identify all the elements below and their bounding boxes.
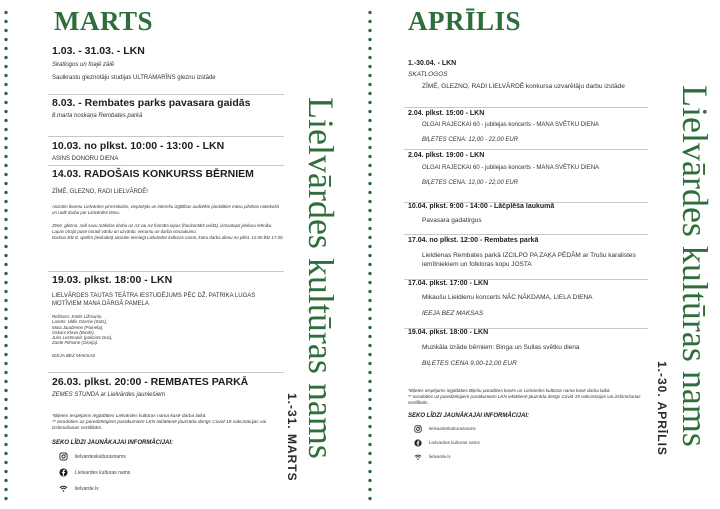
web-icon xyxy=(58,483,69,494)
event-text: LIELVĀRDES TAUTAS TEĀTRA IESTUDĒJUMS PĒC DŽ. PATRIKA LUGAS MOTĪVIEM MANA DĀRGĀ PAMELA xyxy=(52,293,256,307)
event-text: IEEJA BEZ MAKSAS xyxy=(422,310,484,317)
event-text: BIĻETES CENA: 12,00 - 22,00 EUR xyxy=(422,180,519,186)
event xyxy=(52,271,284,372)
event-heading: 10.04. plkst. 9:00 - 14:00 - Lāčplēša laukumā xyxy=(408,203,555,210)
event-text: Lieldienas Rembates parkā IZCILPO PA ZAĶA PĒDĀM ar Trušu karalistes iemītniekiem un folkloras kopu JOSTA xyxy=(422,252,636,268)
event xyxy=(408,279,648,328)
event xyxy=(408,234,648,279)
social-web[interactable] xyxy=(58,483,284,494)
social-web[interactable] xyxy=(412,451,648,462)
event-text: SKATLOGOS xyxy=(408,71,448,78)
event xyxy=(408,328,648,388)
notes xyxy=(52,414,284,494)
instagram-icon xyxy=(58,451,69,462)
event-paragraph: Darbus līdz 8. aprīlim (ieskaitot) aicinām iesniegt Lielvārdes kultūras namā, katru darba dienu no plkst. 12.00 līdz 17.00. xyxy=(52,235,284,240)
divider xyxy=(48,372,284,373)
dotted-border-middle xyxy=(367,8,373,503)
event-heading: 2.04. plkst. 15:00 - LKN xyxy=(408,110,485,117)
event-text: ASINS DONORU DIENA xyxy=(52,156,119,162)
event-heading: 10.03. no plkst. 10:00 - 13:00 - LKN xyxy=(52,140,225,152)
cast-line: Juris Lostmanis (policists Dos), xyxy=(52,335,113,341)
event xyxy=(408,149,648,202)
event-text: OLGAI RAJECKAI 60 - jubilejas koncerts - MANA SVĒTKU DIENA xyxy=(422,165,600,171)
event-heading: 1.-30.04. - LKN xyxy=(408,60,457,67)
facebook-icon xyxy=(412,437,423,448)
event-heading: 19.03. plkst. 18:00 - LKN xyxy=(52,274,173,286)
facebook-icon xyxy=(58,467,69,478)
april-title: APRĪLIS xyxy=(408,6,522,36)
cast-line: Režisors: Kārlis Ližmanis, xyxy=(52,314,103,319)
social-text: Lielvardes kulturas nams xyxy=(429,440,480,445)
divider xyxy=(48,94,284,95)
divider xyxy=(404,279,648,280)
notes xyxy=(408,388,648,462)
event-text: BIĻETES CENA 9,00-12,00 EUR xyxy=(422,360,517,367)
cast-line: Lomās: Uldis Ozerne (Sots), xyxy=(52,319,108,325)
april-vertical-title: Lielvārdes kultūras nams xyxy=(675,85,715,447)
event-heading: 17.04. no plkst. 12:00 - Rembates parkā xyxy=(408,237,539,244)
march-vertical-subtitle: 1.-31. MARTS xyxy=(285,393,299,482)
event-text: BIĻETES CENA: 12,00 - 22,00 EUR xyxy=(422,137,519,143)
social-text: lielvardeskulturasnams xyxy=(429,426,476,431)
cast-line: Oskars Klava (Brods), xyxy=(52,329,95,335)
event-text: Saulkrastu gleznotāju studijas ULTRAMARĪNS gleznu izstāde xyxy=(52,75,216,81)
social-facebook[interactable] xyxy=(58,467,284,478)
note: ** Ierodoties uz paredzētajiem pasākumiem LKN ieklātienē jāuzrāda derīgs Covid-19 vakcinācijas vai izslimošanas sertifikāts. xyxy=(408,394,641,405)
event-text: OLGAI RAJECKAI 60 - jubilejas koncerts - MANA SVĒTKU DIENA xyxy=(422,122,600,128)
event-paragraph: Zīmē, glezno, radi savu mākslas darbu uz A3 vai A4 formāta lapas (horizontālā veidā), izmantojot jebkuru tehniku. Lapas otrajā pusē norādi vārdu un uzvārdu, vecumu un darba nosaukumu. xyxy=(52,223,273,234)
event xyxy=(52,136,284,165)
note: *Biļetes iespējams iegādāties Lielvārdes kultūras nama kasē darba laikā. xyxy=(52,414,207,419)
event-heading: 17.04. plkst. 17:00 - LKN xyxy=(408,280,489,287)
event-heading: 2.04. plkst. 19:00 - LKN xyxy=(408,152,485,159)
event xyxy=(408,107,648,149)
social-text: lielvarde.lv xyxy=(429,454,451,459)
divider xyxy=(404,107,648,108)
event-paragraph: Aicinām ikvienu Lielvārdes pirmsskolas, vispārējās un interešu izglītības audzēkni piedalīties mūsu pilsētas notiekošā un radīt darbu par Lielvārdes tēmu. xyxy=(52,204,279,215)
event-heading: 26.03. plkst. 20:00 - REMBATES PARKĀ xyxy=(52,376,249,388)
event-text: Mikaušu Lieldienu koncerts NĀC NĀKDAMA, LIELA DIENA xyxy=(422,294,593,301)
event-text: Skatlogos un foajē zālē xyxy=(52,62,115,68)
cast-line: Zante Pilmane (Glorija). xyxy=(52,340,99,346)
april-vertical-subtitle: 1.-30. APRĪLIS xyxy=(655,361,669,456)
event-text: Pavasara gadatirgus xyxy=(422,217,482,224)
event-heading: 14.03. RADOŠAIS KONKURSS BĒRNIEM xyxy=(52,168,254,180)
cast-list xyxy=(52,314,284,346)
event xyxy=(52,165,284,271)
event-heading: 19.04. plkst. 18:00 - LKN xyxy=(408,329,489,336)
divider xyxy=(404,149,648,150)
web-icon xyxy=(412,451,423,462)
march-vertical-title: Lielvārdes kultūras nams xyxy=(301,97,341,459)
note: *Biļetes iespējams iegādāties Biļešu paradīzes kasēs un Lielvārdes kultūras nama kasē darba laikā. xyxy=(408,388,611,393)
social-text: lielvarde.lv xyxy=(75,485,99,492)
social-text: Lielvardes kulturas nams xyxy=(75,469,131,476)
divider xyxy=(48,271,284,272)
event-text: ZEMES STUNDA ar Lielvārdes jauniešiem xyxy=(52,392,166,398)
event-heading: 8.03. - Rembates parks pavasara gaidās xyxy=(52,97,251,109)
divider xyxy=(404,234,648,235)
event xyxy=(408,60,648,107)
event-text: 8.marta noskaņa Rembates parkā xyxy=(52,113,143,119)
event xyxy=(52,372,284,414)
social-instagram[interactable] xyxy=(58,451,284,462)
event-text: ZĪMĒ, GLEZNO, RADI LIELVĀRDĒ! xyxy=(52,189,148,195)
social-facebook[interactable] xyxy=(412,437,648,448)
event xyxy=(408,202,648,234)
note: ** Ierodoties uz paredzētajiem pasākumiem LKN ieklātienē jāuzrāda derīgs Covid-19 vakcinācijas vai izslimošanas sertifikāts. xyxy=(52,420,267,431)
march-events xyxy=(52,44,284,494)
april-events xyxy=(408,60,648,462)
event-text: Muzikāla izrāde bērniem: Binga un Sullas svētku diena xyxy=(422,344,580,351)
social-instagram[interactable] xyxy=(412,423,648,434)
cast-line: Maia Jaudzeme (Pamela), xyxy=(52,324,104,330)
follow-heading: SEKO LĪDZI JAUNĀKAJAI INFORMĀCIJAI: xyxy=(408,413,530,419)
event-heading: 1.03. - 31.03. - LKN xyxy=(52,45,145,57)
divider xyxy=(48,165,284,166)
social-text: lielvardeskulturasnams xyxy=(75,453,126,460)
divider xyxy=(404,328,648,329)
dotted-border-left xyxy=(3,8,9,503)
event-text: IEEJA BEZ MAKSAS xyxy=(52,352,96,358)
instagram-icon xyxy=(412,423,423,434)
event xyxy=(52,94,284,136)
divider xyxy=(404,202,648,203)
divider xyxy=(48,136,284,137)
march-title: MARTS xyxy=(54,6,154,36)
follow-heading: SEKO LĪDZI JAUNĀKAJAI INFORMĀCIJAI: xyxy=(52,440,174,446)
event xyxy=(52,44,284,94)
event-text: ZĪMĒ, GLEZNO, RADI LIELVĀRDĒ konkursa uzvarētāju darbu izstāde xyxy=(422,83,625,90)
